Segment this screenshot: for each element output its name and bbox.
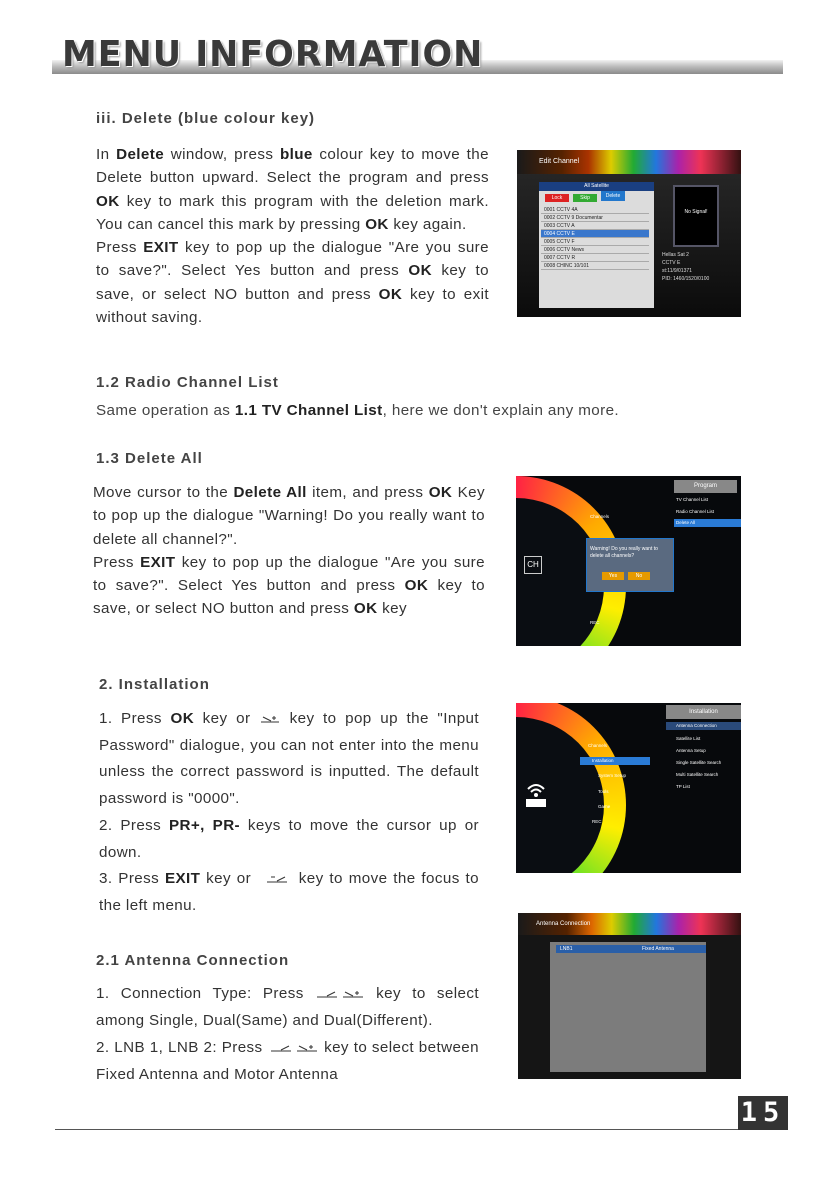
satellite-selector: All Satellite [539,182,654,191]
menu-header: Program [674,480,737,493]
left-menu-item: Channels [588,743,608,748]
delete-all-screenshot [516,476,741,646]
channel-row: 0006 CCTV News [541,246,649,254]
menu-item: Antenna Setup [676,748,706,753]
dialog-text: Warning! Do you really want to delete all channels? [590,546,658,559]
radio-paragraph: Same operation as 1.1 TV Channel List, here we don't explain any more. [96,402,620,419]
yes-button: Yes [602,572,624,580]
delete-paragraph: In Delete window, press blue colour key to move the Delete button upward. Select the program and press OK key to mark this program with the deletion mark. You can cancel this mark by pressing OK key again. Press EXIT key to pop up the dialogue "Are you sure to save?". Select Yes button and press OK key to save, or select NO button and press OK key to exit without saving. [96,146,489,327]
antenna-paragraph: 1. Connection Type: Press key to select among Single, Dual(Same) and Dual(Different). 2. LNB 1, LNB 2: Press key to select between Fixed Antenna and Motor Antenna [96,985,479,1083]
lock-button: Lock [545,194,569,202]
menu-item: Antenna Connection [676,723,717,728]
menu-header: Installation [666,705,741,719]
antenna-connection-screenshot [518,913,741,1079]
left-menu-item-selected: Installation [592,758,614,763]
wifi-icon [524,779,548,811]
menu-item: Radio Channel List [676,509,715,514]
preview-window: No Signal! [673,185,719,247]
left-menu-item: Channels [590,514,610,519]
section-heading-installation: 2. Installation [99,676,210,693]
section-heading-delete-all: 1.3 Delete All [96,450,203,467]
screen-title: Edit Channel [539,158,580,165]
info-line: PID: 1460/1520/0100 [662,276,710,282]
settings-panel [550,942,706,1072]
menu-item: Multi Satellite Search [676,772,719,777]
left-menu-item: Tools [598,789,609,794]
left-right-arrow-key-icon [267,1043,319,1053]
section-heading-delete: iii. Delete (blue colour key) [96,110,316,127]
channel-icon: CH [524,556,542,574]
channel-row: 0001 CCTV 4A [541,206,649,214]
info-line: Hellas Sat 2 [662,252,689,258]
installation-screenshot [516,703,741,873]
section-heading-radio: 1.2 Radio Channel List [96,374,279,391]
left-arrow-key-icon [257,874,293,884]
skip-button: Skip [573,194,597,202]
footer-rule [55,1129,788,1130]
menu-item: TV Channel List [676,497,709,502]
channel-row: 0008 CHINC 10/101 [541,262,649,270]
screen-title: Antenna Connection [536,921,591,927]
left-right-arrow-key-icon [315,989,365,999]
no-button: No [628,572,650,580]
lnb-label: LNB1 [560,946,573,952]
delete-all-paragraph: Move cursor to the Delete All item, and press OK Key to pop up the dialogue "Warning! Do you really want to delete all channel?". Press EXIT key to pop up the dialogue "Are you sure to save?". Select Yes button and press OK key to save, or select NO button and press OK key [93,484,485,618]
page-title: MENU INFORMATION [62,34,484,75]
channel-row: 0007 CCTV R [541,254,649,262]
edit-channel-screenshot [517,150,741,317]
right-arrow-key-icon [259,714,281,724]
section-heading-antenna: 2.1 Antenna Connection [96,952,290,969]
left-menu-item: System Setup [598,773,627,778]
installation-paragraph: 1. Press OK key or key to pop up the "Input Password" dialogue, you can not enter into the menu unless the correct password is inputted. The default password is "0000". 2. Press PR+, PR- keys to move the cursor up or down. 3. Press EXIT key or key to move the focus to the left menu. [99,710,480,914]
channel-row-selected: 0004 CCTV E [541,230,649,238]
channel-row: 0002 CCTV 9 Documentar [541,214,649,222]
lnb-value: Fixed Antenna [642,946,674,952]
left-menu-item: REC [590,620,600,625]
channel-row: 0003 CCTV A [541,222,649,230]
page-number: 15 [738,1096,788,1130]
left-menu-item: REC [592,819,602,824]
left-menu-highlight [580,757,650,765]
left-menu-item: Game [598,804,611,809]
menu-item: TP List [676,784,690,789]
menu-item: Single Satellite Search [676,760,722,765]
info-line: CCTV E [662,260,681,266]
info-line: st:11/9/01371 [662,268,692,274]
channel-row: 0005 CCTV F [541,238,649,246]
lnb-row [556,945,706,953]
menu-item: Satellite List [676,736,701,741]
menu-item-selected: Delete All [676,520,696,525]
delete-button: Delete [601,191,625,201]
